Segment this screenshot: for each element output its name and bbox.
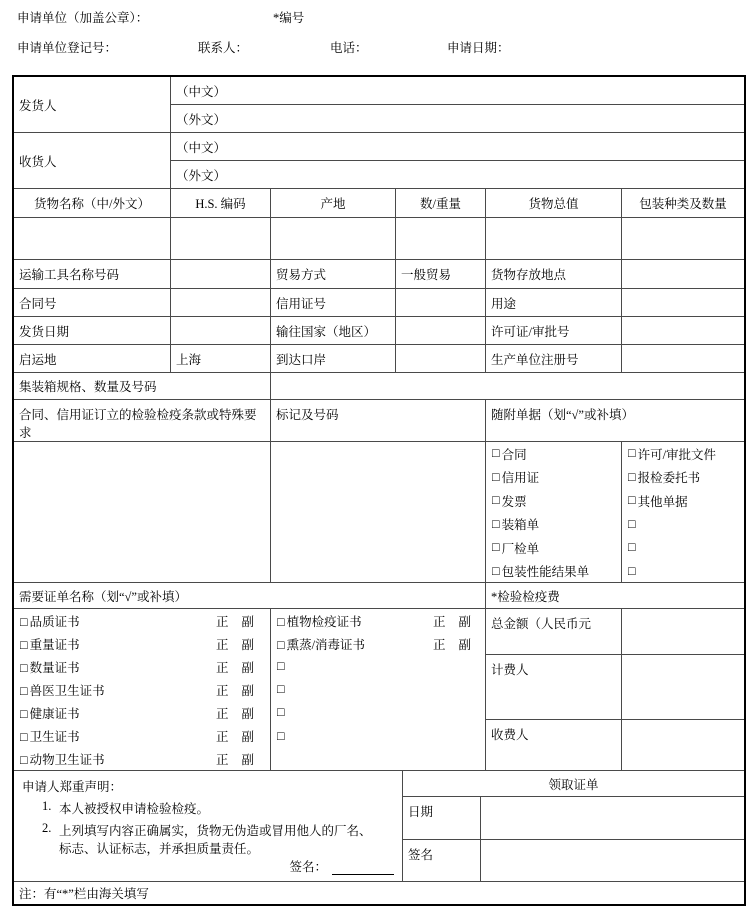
original-label: 正 (432, 637, 446, 652)
checkbox-icon: □ (628, 540, 636, 555)
checkbox-icon: □ (20, 637, 28, 652)
registration-number-label: 申请单位登记号： (17, 41, 118, 55)
goods-packing-cell (622, 218, 744, 260)
checkbox-icon: □ (20, 706, 28, 721)
certificate-item (271, 724, 485, 747)
checkbox-icon: □ (277, 637, 285, 652)
consignor-label: 发货人 (19, 98, 57, 113)
footnote-text: 注：有“*”栏由海关填写 (19, 887, 149, 901)
attached-doc-item: □ 发票 (492, 493, 527, 509)
checkbox-icon: □ (277, 659, 285, 674)
original-label: 正 (215, 753, 229, 768)
certificate-item (271, 701, 485, 724)
checkbox-icon: □ (628, 516, 636, 531)
attached-doc-item: □ 包装性能结果单 (492, 563, 590, 580)
apply-date-label: 申请日期： (447, 41, 510, 55)
checkbox-icon: □ (277, 728, 285, 743)
certificate-item: □ 健康证书 正 副 (14, 701, 270, 724)
declaration-item: 2. 上列填写内容正确属实，货物无伪造或冒用他人的厂名、标志、认证标志，并承担质量责任。 (42, 821, 372, 856)
checkbox-icon: □ (492, 493, 500, 508)
dest-country-label-cell: 输往国家（地区） (271, 317, 396, 345)
producer-reg-label-cell: 生产单位注册号 (486, 345, 622, 373)
checkbox-icon: □ (492, 446, 500, 461)
goods-header-hs-code: H.S. 编码 (171, 189, 271, 218)
attached-doc-item (622, 560, 744, 584)
attached-doc-item: □ 装箱单 (492, 516, 540, 533)
checkbox-icon: □ (492, 563, 500, 578)
pickup-date-value-cell (481, 797, 744, 840)
usage-value-cell (622, 289, 744, 317)
goods-header-total-value: 货物总值 (486, 189, 622, 218)
storage-label-cell: 货物存放地点 (486, 260, 622, 289)
goods-quantity-cell (396, 218, 486, 260)
goods-name-cell (14, 218, 171, 260)
duplicate-label: 副 (458, 637, 471, 652)
form-table (12, 75, 746, 906)
inspection-fee-label-cell: *检验检疫费 (486, 583, 744, 609)
pickup-sign-value-cell (481, 840, 744, 882)
ship-date-value-cell (171, 317, 271, 345)
chinese-label: （中文） (176, 84, 227, 99)
serial-number-label: *编号 (273, 11, 305, 25)
consignee-foreign-cell (171, 161, 744, 189)
goods-origin-cell (271, 218, 396, 260)
certificate-item (271, 655, 485, 678)
original-label: 正 (215, 660, 229, 675)
foreign-label: （外文） (176, 112, 227, 127)
declaration-item: 1. 本人被授权申请检验检疫。 (42, 799, 210, 816)
checkbox-icon: □ (20, 614, 28, 629)
signature-line (332, 863, 394, 875)
container-value-cell (271, 373, 744, 400)
signature-label: 签名： (289, 860, 327, 874)
departure-value-cell: 上海 (171, 345, 271, 373)
license-value-cell (622, 317, 744, 345)
contract-value-cell (171, 289, 271, 317)
contract-label-cell: 合同号 (14, 289, 171, 317)
foreign-label: （外文） (176, 168, 227, 183)
original-label: 正 (215, 683, 229, 698)
checkbox-icon: □ (628, 469, 636, 484)
checkbox-icon: □ (20, 660, 28, 675)
attached-doc-item (622, 536, 744, 560)
license-label-cell: 许可证/审批号 (486, 317, 622, 345)
arrival-label-cell: 到达口岸 (271, 345, 396, 373)
fee-biller-label-cell: 计费人 (486, 655, 622, 720)
chinese-label: （中文） (176, 140, 227, 155)
phone-label: 电话： (330, 41, 368, 55)
credit-label-cell: 信用证号 (271, 289, 396, 317)
checkbox-icon: □ (20, 753, 28, 768)
pickup-sign-label-cell: 签名 (403, 840, 481, 882)
original-label: 正 (215, 706, 229, 721)
certificate-item: □ 植物检疫证书 正 副 (271, 609, 485, 632)
fee-collector-label-cell: 收费人 (486, 720, 622, 771)
credit-value-cell (396, 289, 486, 317)
attached-docs-col2 (622, 442, 744, 583)
certificate-item: □ 熏蒸/消毒证书 正 副 (271, 632, 485, 655)
certificate-item: □ 兽医卫生证书 正 副 (14, 678, 270, 701)
duplicate-label: 副 (241, 753, 254, 768)
storage-value-cell (622, 260, 744, 289)
certificates-col2 (271, 609, 486, 771)
ship-date-label-cell: 发货日期 (14, 317, 171, 345)
transport-value-cell (171, 260, 271, 289)
fee-total-value-cell (622, 609, 744, 655)
producer-reg-value-cell (622, 345, 744, 373)
checkbox-icon: □ (492, 469, 500, 484)
duplicate-label: 副 (241, 730, 254, 745)
duplicate-label: 副 (241, 637, 254, 652)
transport-label-cell: 运输工具名称号码 (14, 260, 171, 289)
attached-doc-item: □ 厂检单 (492, 540, 540, 556)
usage-label-cell: 用途 (486, 289, 622, 317)
marks-label-cell: 标记及号码 (271, 400, 486, 442)
checkbox-icon: □ (277, 705, 285, 720)
marks-value-cell (271, 442, 486, 583)
consignee-label: 收货人 (19, 154, 57, 169)
fee-total-label-cell: 总金额（人民币元 (486, 609, 622, 655)
clause-value-cell (14, 442, 271, 583)
attached-doc-item: □ 许可/审批文件 (628, 446, 717, 462)
signature-row (289, 857, 394, 877)
checkbox-icon: □ (628, 563, 636, 578)
attached-doc-item: □ 信用证 (492, 469, 540, 486)
duplicate-label: 副 (241, 683, 254, 698)
fee-biller-value-cell (622, 655, 744, 720)
declaration-cell (14, 771, 403, 882)
goods-header-name: 货物名称（中/外文） (14, 189, 171, 218)
duplicate-label: 副 (241, 614, 254, 629)
trade-mode-value-cell: 一般贸易 (396, 260, 486, 289)
attached-docs-col1 (486, 442, 622, 583)
attached-doc-item: □ 其他单据 (628, 493, 688, 509)
attached-doc-item: □ 合同 (492, 446, 527, 462)
footnote-cell (14, 882, 744, 904)
clause-label-cell: 合同、信用证订立的检验检疫条款或特殊要求 (14, 400, 271, 442)
pickup-date-label-cell: 日期 (403, 797, 481, 840)
consignee-label-cell (14, 133, 171, 189)
contact-person-label: 联系人： (198, 41, 249, 55)
certificate-item: □ 品质证书 正 副 (14, 609, 270, 632)
consignor-label-cell (14, 77, 171, 133)
goods-value-cell (486, 218, 622, 260)
arrival-value-cell (396, 345, 486, 373)
dest-country-value-cell (396, 317, 486, 345)
attached-doc-item: □ 报检委托书 (628, 469, 701, 486)
certificate-item: □ 重量证书 正 副 (14, 632, 270, 655)
checkbox-icon: □ (628, 493, 636, 508)
pickup-title-cell: 领取证单 (403, 771, 744, 797)
fee-collector-value-cell (622, 720, 744, 771)
goods-header-quantity: 数/重量 (396, 189, 486, 218)
goods-header-packing: 包装种类及数量 (622, 189, 744, 218)
original-label: 正 (215, 730, 229, 745)
certificate-item: □ 数量证书 正 副 (14, 655, 270, 678)
checkbox-icon: □ (492, 540, 500, 555)
applicant-unit-label: 申请单位（加盖公章）： (17, 11, 149, 25)
consignor-foreign-cell (171, 105, 744, 133)
certificates-col1 (14, 609, 271, 771)
checkbox-icon: □ (628, 446, 636, 461)
checkbox-icon: □ (492, 516, 500, 531)
duplicate-label: 副 (458, 614, 471, 629)
consignor-chinese-cell (171, 77, 744, 105)
original-label: 正 (215, 614, 229, 629)
certificate-item: □ 动物卫生证书 正 副 (14, 748, 270, 771)
checkbox-icon: □ (20, 683, 28, 698)
checkbox-icon: □ (20, 730, 28, 745)
consignee-chinese-cell (171, 133, 744, 161)
attached-doc-item (622, 513, 744, 537)
container-label-cell: 集装箱规格、数量及号码 (14, 373, 271, 400)
original-label: 正 (215, 637, 229, 652)
certificates-section-label-cell: 需要证单名称（划“√”或补填） (14, 583, 486, 609)
duplicate-label: 副 (241, 706, 254, 721)
checkbox-icon: □ (277, 614, 285, 629)
certificate-item: □ 卫生证书 正 副 (14, 724, 270, 747)
goods-header-origin: 产地 (271, 189, 396, 218)
goods-hs-cell (171, 218, 271, 260)
original-label: 正 (432, 614, 446, 629)
checkbox-icon: □ (277, 682, 285, 697)
declaration-title: 申请人郑重声明： (22, 780, 123, 794)
certificate-item (271, 678, 485, 701)
attached-docs-label-cell: 随附单据（划“√”或补填） (486, 400, 744, 442)
duplicate-label: 副 (241, 660, 254, 675)
trade-mode-label-cell: 贸易方式 (271, 260, 396, 289)
departure-label-cell: 启运地 (14, 345, 171, 373)
